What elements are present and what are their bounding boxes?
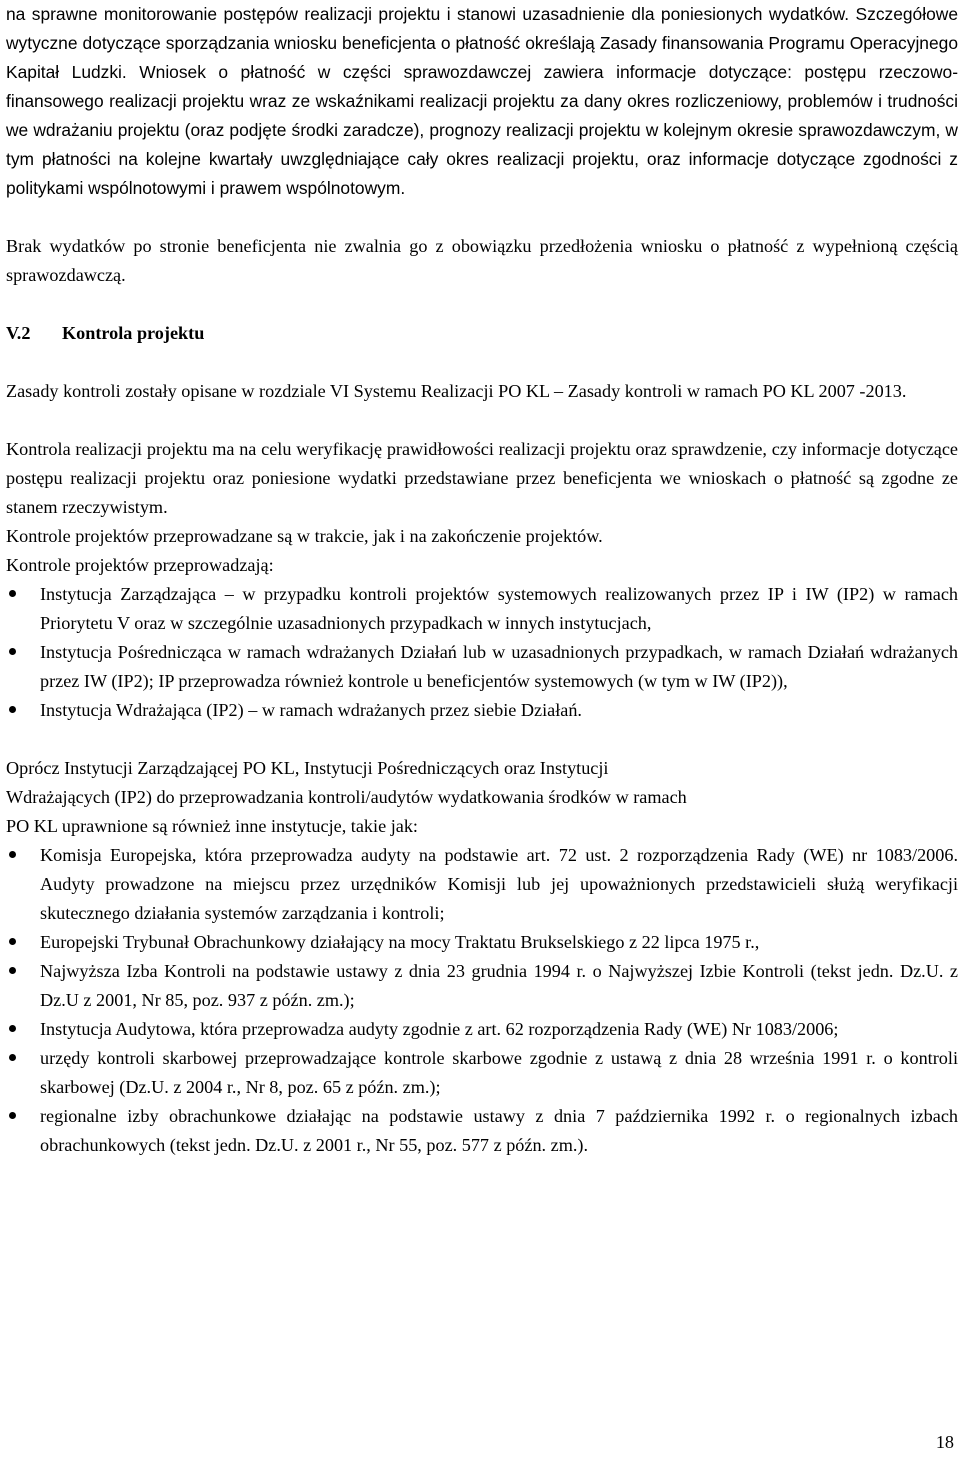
other-institutions-list [6,841,958,1160]
kontrola-cel-paragraph: Kontrola realizacji projektu ma na celu weryfikację prawidłowości realizacji projektu oraz sprawdzenie, czy informacje dotyczące postępu realizacji projektu oraz poniesione wydatki przedstawiane przez beneficjenta we wnioskach o płatność są zgodne ze stanem rzeczywistym. [6,439,958,517]
list-item: Instytucja Pośrednicząca w ramach wdrażanych Działań lub w uzasadnionych przypadkach, w ramach Działań wdrażanych przez IW (IP2); IP przeprowadza również kontrole u beneficjentów systemowych (w tym w IW (IP2)), [6,638,958,696]
bullet-icon [8,696,16,725]
bullet-icon [8,1044,16,1073]
list-item: Instytucja Zarządzająca – w przypadku kontroli projektów systemowych realizowanych przez IP i IW (IP2) w ramach Priorytetu V oraz w szczególnie uzasadnionych przypadkach w innych instytucjach, [6,580,958,638]
list-item: Instytucja Wdrażająca (IP2) – w ramach wdrażanych przez siebie Działań. [6,696,958,725]
kontrole-przeprowadzaja-paragraph: Kontrole projektów przeprowadzają: [6,555,274,575]
list-item: regionalne izby obrachunkowe działając na podstawie ustawy z dnia 7 października 1992 r. o regionalnych izbach obrachunkowych (tekst jedn. Dz.U. z 2001 r., Nr 55, poz. 577 z późn. zm.). [6,1102,958,1160]
oprocz-line-3: PO KL uprawnione są również inne instytucje, takie jak: [6,816,418,836]
list-item: Najwyższa Izba Kontroli na podstawie ustawy z dnia 23 grudnia 1994 r. o Najwyższej Izbie Kontroli (tekst jedn. Dz.U. z Dz.U z 2001, Nr 85, poz. 937 z późn. zm.); [6,957,958,1015]
bullet-icon [8,638,16,667]
section-heading [6,319,958,348]
oprocz-line-1: Oprócz Instytucji Zarządzającej PO KL, Instytucji Pośredniczących oraz Instytucji [6,758,609,778]
bullet-icon [8,580,16,609]
bullet-icon [8,841,16,870]
document-page [6,0,958,1160]
section-title: Kontrola projektu [62,323,205,343]
bullet-icon [8,1102,16,1131]
list-item: Instytucja Audytowa, która przeprowadza audyty zgodnie z art. 62 rozporządzenia Rady (WE) Nr 1083/2006; [6,1015,958,1044]
institutions-list [6,580,958,725]
brak-wydatkow-paragraph: Brak wydatków po stronie beneficjenta nie zwalnia go z obowiązku przedłożenia wniosku o płatność z wypełnioną częścią sprawozdawczą. [6,236,958,285]
page-number: 18 [935,1432,954,1452]
bullet-icon [8,928,16,957]
list-item: urzędy kontroli skarbowej przeprowadzające kontrole skarbowe zgodnie z ustawą z dnia 28 września 1991 r. o kontroli skarbowej (Dz.U. z 2004 r., Nr 8, poz. 65 z późn. zm.); [6,1044,958,1102]
list-item: Komisja Europejska, która przeprowadza audyty na podstawie art. 72 ust. 2 rozporządzenia Rady (WE) nr 1083/2006. Audyty prowadzone na miejscu przez urzędników Komisji lub jej upoważnionych przedstawicieli służą weryfikacji skutecznego działania systemów zarządzania i kontroli; [6,841,958,928]
oprocz-line-2: Wdrażających (IP2) do przeprowadzania kontroli/audytów wydatkowania środków w ramach [6,787,687,807]
list-item: Europejski Trybunał Obrachunkowy działający na mocy Traktatu Brukselskiego z 22 lipca 1975 r., [6,928,958,957]
bullet-icon [8,957,16,986]
bullet-icon [8,1015,16,1044]
intro-paragraph: na sprawne monitorowanie postępów realizacji projektu i stanowi uzasadnienie dla poniesionych wydatków. Szczegółowe wytyczne dotyczące sporządzania wniosku beneficjenta o płatność określają Zasady finansowania Programu Operacyjnego Kapitał Ludzki. Wniosek o płatność w części sprawozdawczej zawiera informacje dotyczące: postępu rzeczowo-finansowego realizacji projektu wraz ze wskaźnikami realizacji projektu za dany okres rozliczeniowy, problemów i trudności we wdrażaniu projektu (oraz podjęte środki zaradcze), prognozy realizacji projektu w kolejnym okresie sprawozdawczym, w tym płatności na kolejne kwartały uwzględniające cały okres realizacji projektu, oraz informacje dotyczące zgodności z politykami wspólnotowymi i prawem wspólnotowym. [6,4,958,198]
zasady-kontroli-paragraph: Zasady kontroli zostały opisane w rozdziale VI Systemu Realizacji PO KL – Zasady kontroli w ramach PO KL 2007 -2013. [6,381,907,401]
section-number: V.2 [6,323,31,343]
kontrole-w-trakcie-paragraph: Kontrole projektów przeprowadzane są w trakcie, jak i na zakończenie projektów. [6,526,603,546]
